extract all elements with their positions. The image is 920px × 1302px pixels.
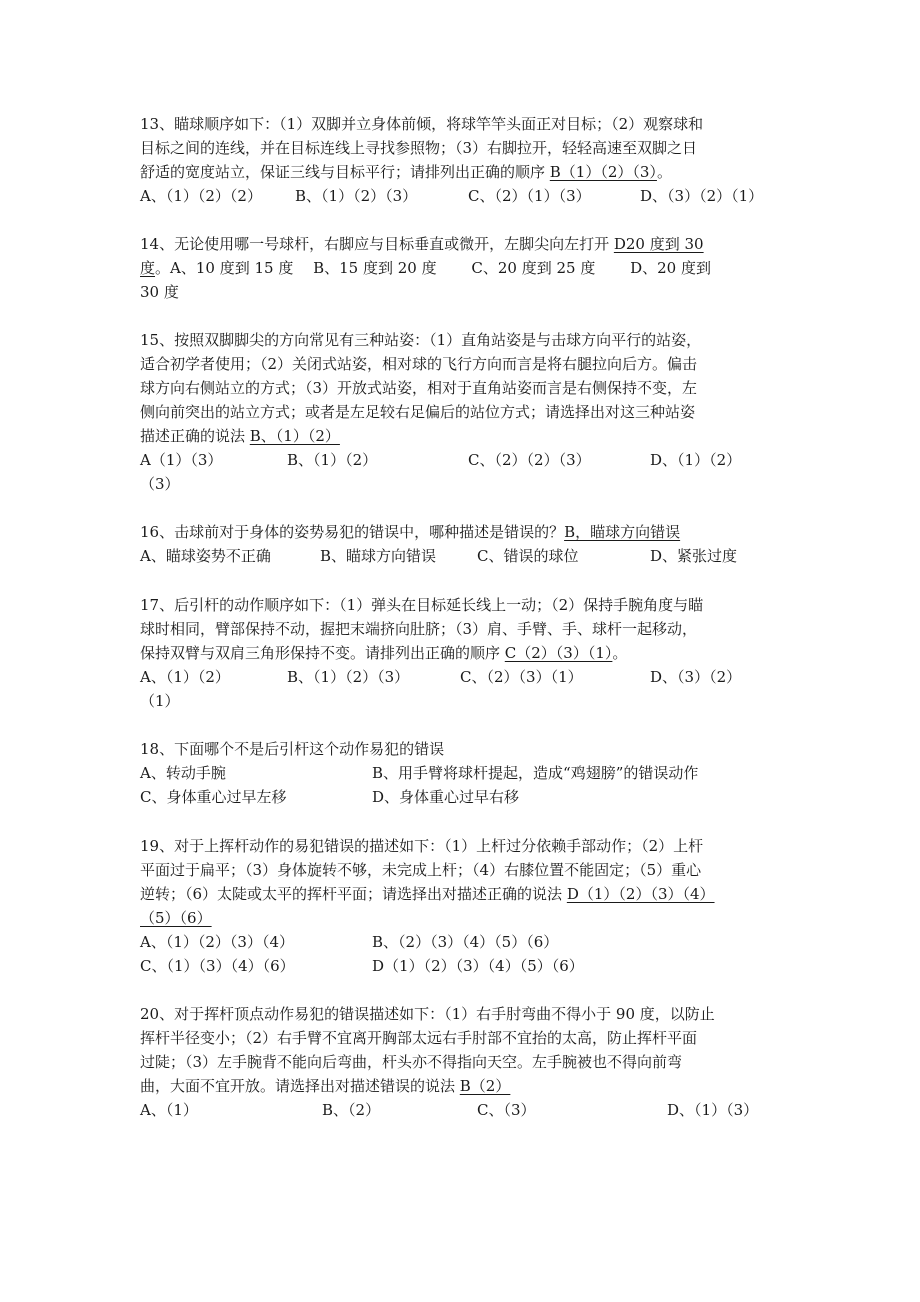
question-14-line-2 <box>140 256 780 280</box>
question-15-line-1: 15、按照双脚脚尖的方向常见有三种站姿：（1）直角站姿是与击球方向平行的站姿， <box>140 331 702 349</box>
question-13-line-3-text: 舒适的宽度站立，保证三线与目标平行；请排列出正确的顺序 <box>140 163 550 181</box>
question-16-option-d: D、紧张过度 <box>650 547 738 565</box>
question-20-line-3: 过陡；（3）左手腕背不能向后弯曲，杆头亦不得指向天空。左手腕被也不得向前弯 <box>140 1053 683 1071</box>
question-13-line-2: 目标之间的连线，并在目标连线上寻找参照物；（3）右脚拉开，轻轻高速至双脚之日 <box>140 139 698 157</box>
question-13-option-d: D、（3）（2）（1） <box>640 187 764 205</box>
question-19-line-3-text: 逆转；（6）太陡或太平的挥杆平面；请选择出对描述正确的说法 <box>140 885 567 903</box>
question-15 <box>140 328 780 496</box>
question-16-option-c: C、错误的球位 <box>477 547 579 565</box>
question-13-option-a: A、（1）（2）（2） <box>140 187 262 205</box>
question-20-line-2: 挥杆半径变小；（2）右手臂不宜离开胸部太远右手肘部不宜抬的太高，防止挥杆平面 <box>140 1029 698 1047</box>
question-14 <box>140 232 780 304</box>
question-20 <box>140 1002 780 1122</box>
question-16-answer: B，瞄球方向错误 <box>564 523 681 541</box>
question-15-answer: B、（1）（2） <box>249 427 340 445</box>
question-19-line-2: 平面过于扁平；（3）身体旋转不够，未完成上杆；（4）右膝位置不能固定；（5）重心 <box>140 861 702 879</box>
question-14-answer-wrap: 度 <box>140 259 156 277</box>
question-17-option-d: D、（3）（2） <box>650 668 742 686</box>
question-17-options <box>140 665 780 689</box>
question-17-option-a: A、（1）（2） <box>140 668 230 686</box>
question-20-answer: B（2） <box>459 1077 511 1095</box>
question-19-option-b: B、（2）（3）（4）（5）（6） <box>372 933 559 951</box>
question-16 <box>140 520 780 568</box>
question-13 <box>140 112 780 208</box>
question-14-options: 。A、10 度到 15 度 B、15 度到 20 度 C、20 度到 25 度 D、20 度到 <box>155 259 711 277</box>
question-15-line-4: 侧向前突出的站立方式；或者是左足较右足偏后的站位方式；请选择出对这三种站姿 <box>140 403 696 421</box>
question-17-line-3 <box>140 641 780 665</box>
question-17-option-b: B、（1）（2）（3） <box>287 668 410 686</box>
question-20-line-4-text: 曲，大面不宜开放。请选择出对描述错误的说法 <box>140 1077 460 1095</box>
question-15-line-3: 球方向右侧站立的方式；（3）开放式站姿，相对于直角站姿而言是右侧保持不变，左 <box>140 379 698 397</box>
question-20-option-d: D、（1）（3） <box>667 1101 759 1119</box>
question-16-option-b: B、瞄球方向错误 <box>320 547 437 565</box>
question-15-option-d: D、（1）（2） <box>650 451 742 469</box>
question-20-line-1: 20、对于挥杆顶点动作易犯的错误描述如下：（1）右手肘弯曲不得小于 90 度，以防止 <box>140 1005 715 1023</box>
question-14-line-1-text: 14、无论使用哪一号球杆，右脚应与目标垂直或微开，左脚尖向左打开 <box>140 235 614 253</box>
question-19-options-row-2 <box>140 954 780 978</box>
question-16-option-a: A、瞄球姿势不正确 <box>140 547 271 565</box>
question-15-option-d-wrap: （3） <box>140 475 180 493</box>
question-18-option-c: C、身体重心过早左移 <box>140 788 287 806</box>
question-19-option-a: A、（1）（2）（3）（4） <box>140 933 295 951</box>
question-13-option-c: C、（2）（1）（3） <box>468 187 591 205</box>
question-15-option-c: C、（2）（2）（3） <box>468 451 591 469</box>
question-17 <box>140 593 780 713</box>
question-15-option-a: A（1）（3） <box>140 451 223 469</box>
question-20-options <box>140 1098 780 1122</box>
question-19-options-row-1 <box>140 930 780 954</box>
question-19-option-d: D（1）（2）（3）（4）（5）（6） <box>372 957 584 975</box>
question-14-answer: D20 度到 30 <box>613 235 704 253</box>
question-13-line-3-end: 。 <box>656 163 672 181</box>
question-17-line-1: 17、后引杆的动作顺序如下：（1）弹头在目标延长线上一动；（2）保持手腕角度与瞄 <box>140 596 704 614</box>
question-16-line-1 <box>140 520 780 544</box>
question-17-option-d-wrap: （1） <box>140 692 180 710</box>
question-17-line-3-text: 保持双臂与双肩三角形保持不变。请排列出正确的顺序 <box>140 644 505 662</box>
question-20-option-b: B、（2） <box>322 1101 381 1119</box>
question-13-line-3 <box>140 160 780 184</box>
question-18-option-a: A、转动手腕 <box>140 764 226 782</box>
question-15-line-5 <box>140 424 780 448</box>
question-20-line-4 <box>140 1074 780 1098</box>
question-17-option-c: C、（2）（3）（1） <box>460 668 583 686</box>
question-19-answer-wrap: （5）（6） <box>140 909 212 927</box>
question-19 <box>140 834 780 978</box>
question-19-line-4 <box>140 906 780 930</box>
question-19-line-1: 19、对于上挥杆动作的易犯错误的描述如下：（1）上杆过分依赖手部动作；（2）上杆 <box>140 837 704 855</box>
question-16-options <box>140 544 780 568</box>
question-15-line-2: 适合初学者使用；（2）关闭式站姿，相对球的飞行方向而言是将右腿拉向后方。偏击 <box>140 355 698 373</box>
question-18-option-d: D、身体重心过早右移 <box>372 788 520 806</box>
question-16-line-1-text: 16、击球前对于身体的姿势易犯的错误中，哪种描述是错误的？ <box>140 523 565 541</box>
question-14-line-3: 30 度 <box>140 283 179 301</box>
question-13-line-1: 13、瞄球顺序如下：（1）双脚并立身体前倾，将球竿竿头面正对目标；（2）观察球和 <box>140 115 704 133</box>
question-20-option-a: A、（1） <box>140 1101 198 1119</box>
question-19-answer: D（1）（2）（3）（4） <box>566 885 715 903</box>
question-18-line-1: 18、下面哪个不是后引杆这个动作易犯的错误 <box>140 740 445 758</box>
question-18-options-row-1 <box>140 761 780 785</box>
question-17-answer: C（2）（3）（1） <box>504 644 613 662</box>
question-17-line-3-end: 。 <box>612 644 628 662</box>
question-18-option-b: B、用手臂将球杆提起，造成“鸡翅膀”的错误动作 <box>372 764 699 782</box>
question-13-options <box>140 184 780 208</box>
question-15-options <box>140 448 780 472</box>
question-14-line-1 <box>140 232 780 256</box>
question-20-option-c: C、（3） <box>477 1101 536 1119</box>
question-17-line-2: 球时相同，臂部保持不动，握把末端挤向肚脐；（3）肩、手臂、手、球杆一起移动， <box>140 620 698 638</box>
question-15-line-5-text: 描述正确的说法 <box>140 427 250 445</box>
question-18-options-row-2 <box>140 785 780 809</box>
question-19-line-3 <box>140 882 780 906</box>
question-15-option-b: B、（1）（2） <box>287 451 378 469</box>
question-18 <box>140 737 780 809</box>
question-13-answer: B（1）（2）（3） <box>549 163 657 181</box>
question-13-option-b: B、（1）（2）（3） <box>295 187 418 205</box>
question-19-option-c: C、（1）（3）（4）（6） <box>140 957 295 975</box>
